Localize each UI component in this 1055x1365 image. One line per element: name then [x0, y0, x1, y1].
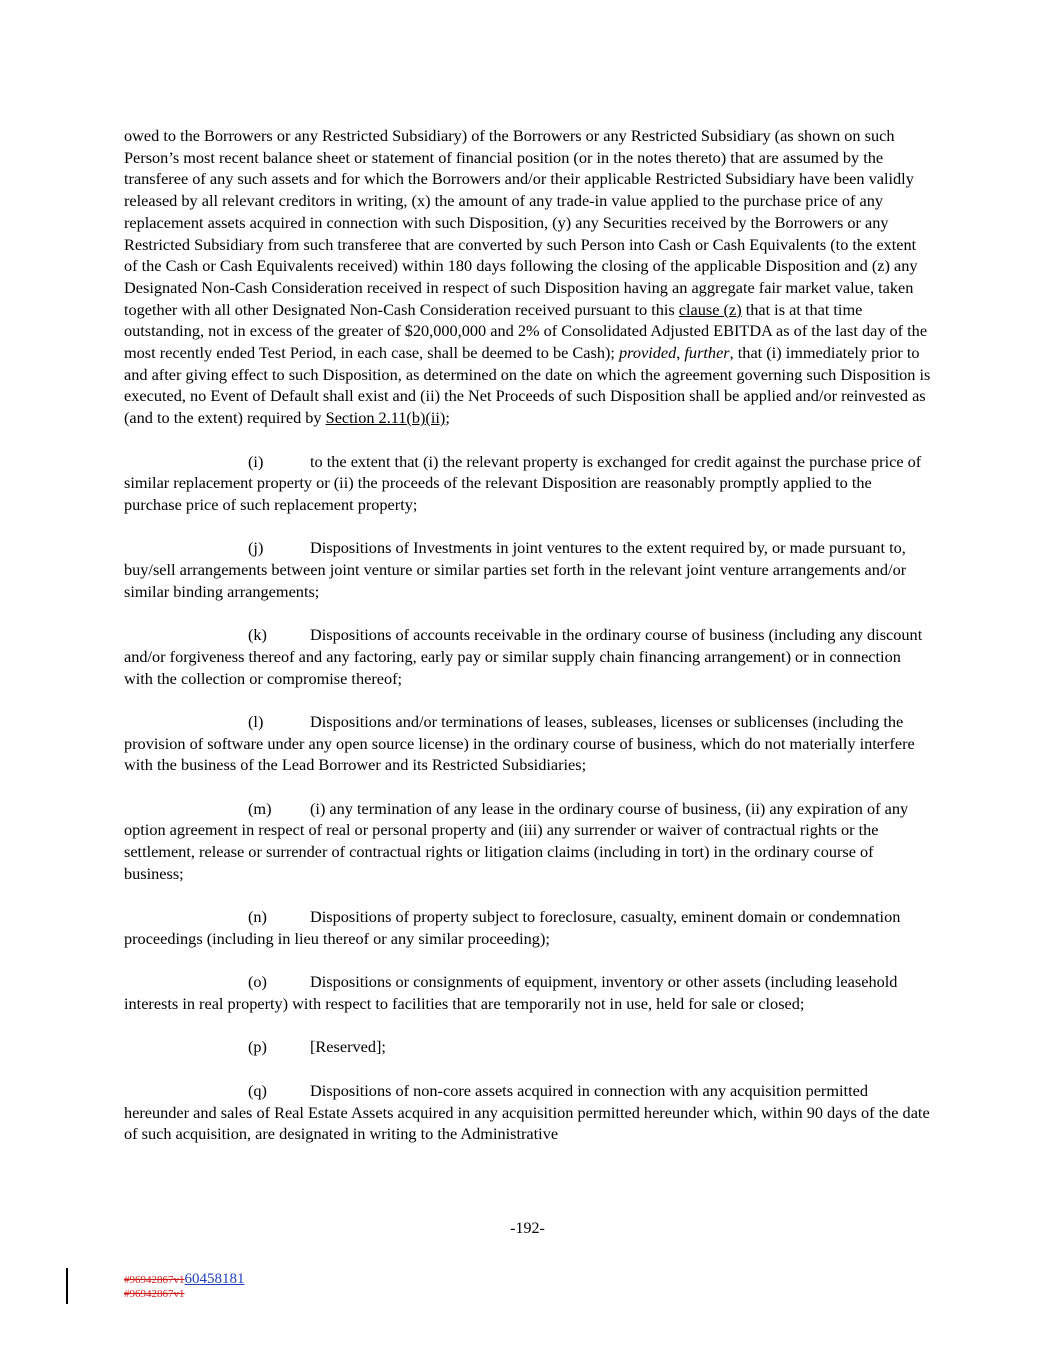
intro-end: ;: [445, 408, 450, 428]
item-label: (i): [248, 451, 264, 471]
clause-z-reference: clause (z): [678, 299, 742, 319]
item-label: (j): [248, 538, 264, 558]
item-text: Dispositions of non-core assets acquired in connection with any acquisition permitted hereunder and sales of Real Estate Assets acquired in any acquisition permitted hereunder which, within 90 days of the date of such acquisition, are designated in writing to the Administrative: [124, 1080, 930, 1144]
inserted-doc-id: 60458181: [184, 1271, 245, 1287]
item-n: [124, 906, 932, 949]
document-body: [124, 125, 932, 1167]
item-text: to the extent that (i) the relevant property is exchanged for credit against the purchase price of similar replacement property or (ii) the proceeds of the relevant Disposition are reasonably promptly applied to the purchase price of such replacement property;: [124, 451, 922, 514]
intro-text-1: owed to the Borrowers or any Restricted Subsidiary) of the Borrowers or any Restricted Subsidiary (as shown on such Person’s most recent balance sheet or statement of financial position (or in the notes thereto) that are assumed by the transferee of any such assets and for which the Borrowers and/or their applicable Restricted Subsidiary have been validly released by all relevant creditors in writing, (x) the amount of any trade-in value applied to the purchase price of any replacement assets acquired in connection with such Disposition, (y) any Securities received by the Borrowers or any Restricted Subsidiary from such transferee that are converted by such Person into Cash or Cash Equivalents (to the extent of the Cash or Cash Equivalents received) within 180 days following the closing of the applicable Disposition and (z) any Designated Non-Cash Consideration received in respect of such Disposition having an aggregate fair market value, taken together with all other Designated Non-Cash Consideration received pursuant to this: [124, 126, 918, 319]
document-id-footer: [124, 1272, 245, 1301]
item-o: [124, 971, 932, 1014]
page-number: -192-: [510, 1220, 545, 1237]
intro-paragraph: [124, 125, 932, 429]
item-k: [124, 624, 932, 689]
item-text: Dispositions and/or terminations of leases, subleases, licenses or sublicenses (including the provision of software under any open source license) in the ordinary course of business, which do not materially interfere with the business of the Lead Borrower and its Restricted Subsidiaries;: [124, 711, 915, 775]
provided-italic: provided: [618, 343, 677, 363]
item-text: [Reserved];: [310, 1037, 386, 1057]
section-reference: Section 2.11(b)(ii): [325, 408, 446, 428]
deleted-doc-id-2: #96942867v1: [124, 1288, 185, 1300]
item-text: Dispositions of property subject to foreclosure, casualty, eminent domain or condemnation proceedings (including in lieu thereof or any similar proceeding);: [124, 907, 901, 948]
item-label: (m): [248, 798, 272, 818]
item-l: [124, 711, 932, 776]
footer-line-1: [124, 1272, 245, 1287]
item-text: (i) any termination of any lease in the ordinary course of business, (ii) any expiration of any option agreement in respect of real or personal property and (iii) any surrender or waiver of contractual rights or the settlement, release or surrender of contractual rights or litigation claims (including in tort) in the ordinary course of business;: [124, 798, 909, 883]
item-q: [124, 1080, 932, 1145]
item-label: (o): [248, 972, 267, 992]
item-label: (q): [248, 1080, 267, 1100]
change-bar: [66, 1268, 68, 1304]
comma: ,: [676, 343, 685, 363]
deleted-doc-id: #96942867v1: [124, 1274, 185, 1286]
item-p: [124, 1036, 932, 1058]
item-label: (n): [248, 907, 267, 927]
item-text: Dispositions of accounts receivable in the ordinary course of business (including any discount and/or forgiveness thereof and any factoring, early pay or similar supply chain financing arrangement) or in connection with the collection or compromise thereof;: [124, 625, 923, 688]
intro-text-3: , that (i) immediately prior to and after giving effect to such Disposition, as determined on the date on which the agreement governing such Disposition is executed, no Event of Default shall exist and (ii) the Net Proceeds of such Disposition shall be applied and/or reinvested as (and to the extent) required by: [124, 343, 931, 428]
item-i: [124, 451, 932, 516]
item-j: [124, 537, 932, 602]
item-text: Dispositions or consignments of equipment, inventory or other assets (including leasehold interests in real property) with respect to facilities that are temporarily not in use, held for sale or closed;: [124, 972, 898, 1014]
item-label: (p): [248, 1037, 267, 1057]
further-italic: further: [684, 343, 730, 363]
item-label: (l): [248, 711, 264, 731]
item-label: (k): [248, 625, 267, 645]
item-text: Dispositions of Investments in joint ventures to the extent required by, or made pursuant to, buy/sell arrangements between joint venture or similar parties set forth in the relevant joint venture arrangements and/or similar binding arrangements;: [124, 538, 907, 601]
intro-text-2: that is at that time outstanding, not in excess of the greater of $20,000,000 and 2% of Consolidated Adjusted EBITDA as of the last day of the most recently ended Test Period, in each case, shall be deemed to be Cash);: [124, 299, 928, 363]
item-m: [124, 798, 932, 885]
footer-line-2: [124, 1287, 245, 1301]
